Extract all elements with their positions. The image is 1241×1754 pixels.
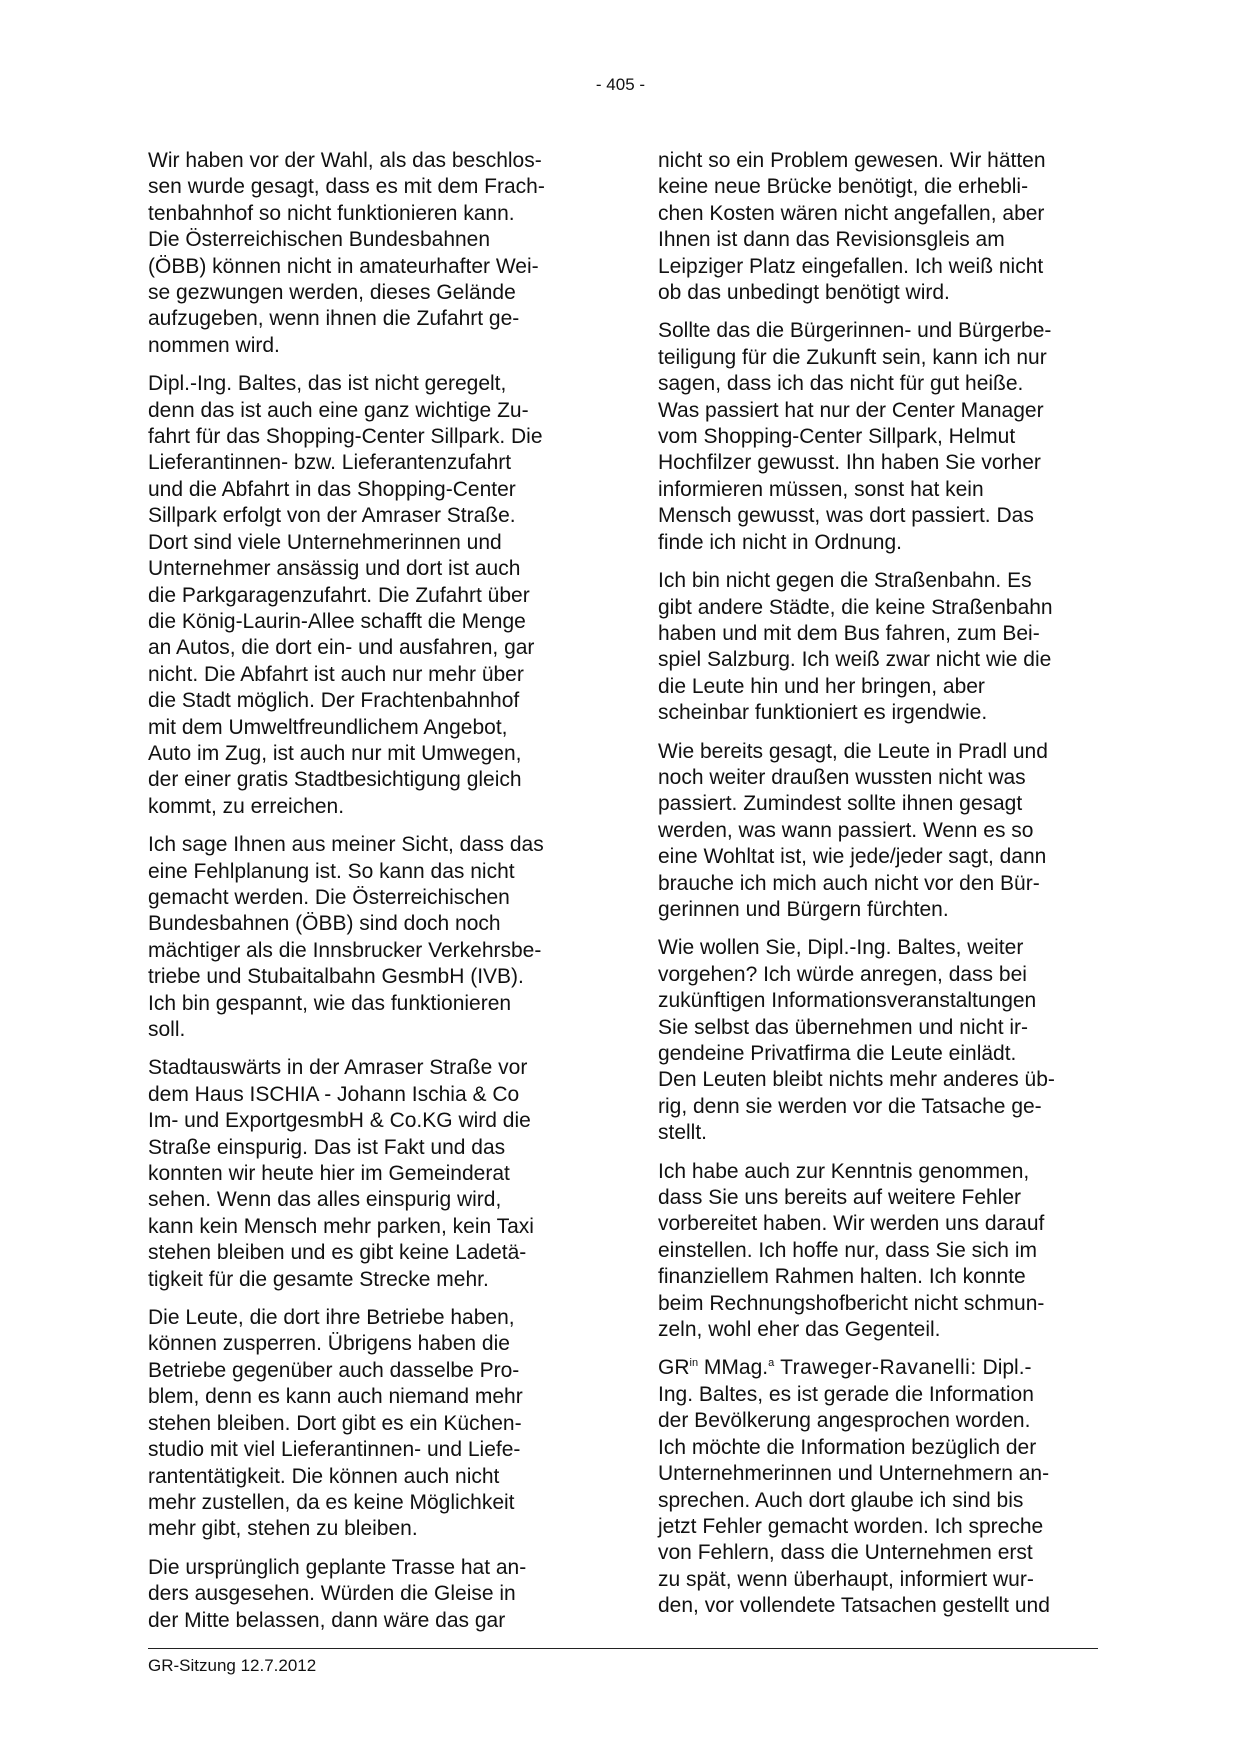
text-line: nicht. Die Abfahrt ist auch nur mehr über bbox=[148, 662, 524, 686]
text-line: fahrt für das Shopping-Center Sillpark. Die bbox=[148, 425, 543, 449]
text-line: Was passiert hat nur der Center Manager bbox=[658, 398, 1044, 422]
text-line: informieren müssen, sonst hat kein bbox=[658, 477, 984, 501]
paragraph bbox=[148, 148, 593, 359]
text-line: finanziellem Rahmen halten. Ich konnte bbox=[658, 1265, 1026, 1289]
text-line: vorbereitet haben. Wir werden uns darauf bbox=[658, 1212, 1045, 1236]
text-line: werden, was wann passiert. Wenn es so bbox=[658, 818, 1034, 842]
text-line: die Parkgaragenzufahrt. Die Zufahrt über bbox=[148, 583, 530, 607]
text-line: sagen, dass ich das nicht für gut heiße. bbox=[658, 372, 1024, 396]
text-line: Die Österreichischen Bundesbahnen bbox=[148, 228, 491, 252]
text-line: ob das unbedingt benötigt wird. bbox=[658, 281, 950, 305]
text-line: blem, denn es kann auch niemand mehr bbox=[148, 1385, 523, 1409]
text-line: stehen bleiben. Dort gibt es ein Küchen- bbox=[148, 1411, 522, 1435]
text-line: Ich bin gespannt, wie das funktionieren bbox=[148, 991, 512, 1015]
text-line: können zusperren. Übrigens haben die bbox=[148, 1332, 510, 1356]
text-line: haben und mit dem Bus fahren, zum Bei- bbox=[658, 621, 1040, 645]
text-line: sen wurde gesagt, dass es mit dem Frach- bbox=[148, 175, 545, 199]
text-line: Unternehmerinnen und Unternehmern an- bbox=[658, 1462, 1050, 1486]
text-line: kommt, zu erreichen. bbox=[148, 794, 345, 818]
text-line: den, vor vollendete Tatsachen gestellt und bbox=[658, 1594, 1050, 1618]
text-line: zeln, wohl eher das Gegenteil. bbox=[658, 1318, 941, 1342]
text-line: stellt. bbox=[658, 1121, 708, 1145]
text-line: Die ursprünglich geplante Trasse hat an- bbox=[148, 1555, 527, 1579]
text-line: sprechen. Auch dort glaube ich sind bis bbox=[658, 1488, 1024, 1512]
text-line: Ich möchte die Information bezüglich der bbox=[658, 1435, 1037, 1459]
text-line: brauche ich mich auch nicht vor den Bür- bbox=[658, 871, 1040, 895]
text-line: spiel Salzburg. Ich weiß zwar nicht wie die bbox=[658, 648, 1052, 672]
text-line: gerinnen und Bürgern fürchten. bbox=[658, 897, 949, 921]
text-line: Ihnen ist dann das Revisionsgleis am bbox=[658, 228, 1005, 252]
text-line: mächtiger als die Innsbrucker Verkehrsbe- bbox=[148, 938, 542, 962]
speaker-line bbox=[658, 1355, 1098, 1381]
paragraph bbox=[658, 935, 1098, 1146]
footer-divider bbox=[148, 1648, 1098, 1649]
paragraph bbox=[148, 1555, 593, 1634]
speaker-title: MMag. bbox=[703, 1356, 769, 1380]
text-line: der Mitte belassen, dann wäre das gar bbox=[148, 1608, 506, 1632]
text-line: noch weiter draußen wussten nicht was bbox=[658, 765, 1026, 789]
text-line: Den Leuten bleibt nichts mehr anderes üb- bbox=[658, 1068, 1055, 1092]
text-line: Ing. Baltes, es ist gerade die Information bbox=[658, 1382, 1034, 1406]
text-line: nommen wird. bbox=[148, 333, 280, 357]
text-line: Hochfilzer gewusst. Ihn haben Sie vorher bbox=[658, 451, 1041, 475]
text-line: kann kein Mensch mehr parken, kein Taxi bbox=[148, 1214, 534, 1238]
text-line: Unternehmer ansässig und dort ist auch bbox=[148, 557, 521, 581]
text-line: Wie wollen Sie, Dipl.-Ing. Baltes, weiter bbox=[658, 936, 1024, 960]
text-line: Stadtauswärts in der Amraser Straße vor bbox=[148, 1056, 528, 1080]
page-number: - 405 - bbox=[595, 75, 646, 94]
text-line: die König-Laurin-Allee schafft die Menge bbox=[148, 609, 526, 633]
paragraph bbox=[658, 148, 1098, 306]
text-line: teiligung für die Zukunft sein, kann ich nur bbox=[658, 345, 1047, 369]
text-line: scheinbar funktioniert es irgendwie. bbox=[658, 701, 988, 725]
text-line: tenbahnhof so nicht funktionieren kann. bbox=[148, 201, 515, 225]
paragraph bbox=[148, 1305, 593, 1543]
text-line: (ÖBB) können nicht in amateurhafter Wei- bbox=[148, 254, 539, 278]
text-line: denn das ist auch eine ganz wichtige Zu- bbox=[148, 398, 529, 422]
text-line: eine Fehlplanung ist. So kann das nicht bbox=[148, 859, 515, 883]
text-line: mit dem Umweltfreundlichem Angebot, bbox=[148, 715, 508, 739]
text-line: keine neue Brücke benötigt, die erhebli- bbox=[658, 175, 1029, 199]
text-line: gibt andere Städte, die keine Straßenbahn bbox=[658, 595, 1053, 619]
paragraph bbox=[658, 318, 1098, 556]
text-line: zu spät, wenn überhaupt, informiert wur- bbox=[658, 1567, 1034, 1591]
text-line: beim Rechnungshofbericht nicht schmun- bbox=[658, 1291, 1045, 1315]
text-line: Wir haben vor der Wahl, als das beschlos- bbox=[148, 149, 542, 172]
text-line: der Bevölkerung angesprochen worden. bbox=[658, 1409, 1031, 1433]
speaker-prefix: GR bbox=[658, 1356, 690, 1380]
text-line: die Leute hin und her bringen, aber bbox=[658, 674, 985, 698]
text-line: rantentätigkeit. Die können auch nicht bbox=[148, 1464, 500, 1488]
text-line: einstellen. Ich hoffe nur, dass Sie sich im bbox=[658, 1238, 1037, 1262]
text-line: Leipziger Platz eingefallen. Ich weiß nicht bbox=[658, 254, 1044, 278]
speaker-title-sup: a bbox=[768, 1357, 775, 1370]
text-line: die Stadt möglich. Der Frachtenbahnhof bbox=[148, 689, 520, 713]
text-line: von Fehlern, dass die Unternehmen erst bbox=[658, 1541, 1033, 1565]
text-line: Sie selbst das übernehmen und nicht ir- bbox=[658, 1015, 1029, 1039]
text-line: konnten wir heute hier im Gemeinderat bbox=[148, 1162, 510, 1186]
text-line: se gezwungen werden, dieses Gelände bbox=[148, 281, 516, 305]
text-line: Sillpark erfolgt von der Amraser Straße. bbox=[148, 504, 516, 528]
text-line: rig, denn sie werden vor die Tatsache ge- bbox=[658, 1094, 1042, 1118]
text-line: sehen. Wenn das alles einspurig wird, bbox=[148, 1188, 502, 1212]
text-line: triebe und Stubaitalbahn GesmbH (IVB). bbox=[148, 965, 524, 989]
text-line: und die Abfahrt in das Shopping-Center bbox=[148, 477, 516, 501]
text-line: Bundesbahnen (ÖBB) sind doch noch bbox=[148, 912, 501, 936]
text-line: der einer gratis Stadtbesichtigung gleich bbox=[148, 768, 522, 792]
text-line: Dipl.-Ing. Baltes, das ist nicht geregelt, bbox=[148, 372, 507, 396]
text-line: Die Leute, die dort ihre Betriebe haben, bbox=[148, 1306, 515, 1330]
text-line: Lieferantinnen- bzw. Lieferantenzufahrt bbox=[148, 451, 512, 475]
text-line: studio mit viel Lieferantinnen- und Liefe- bbox=[148, 1438, 521, 1462]
text-line: passiert. Zumindest sollte ihnen gesagt bbox=[658, 792, 1023, 816]
text-line: nicht so ein Problem gewesen. Wir hätten bbox=[658, 149, 1046, 172]
text-line: Sollte das die Bürgerinnen- und Bürgerbe- bbox=[658, 319, 1052, 343]
paragraph bbox=[658, 1159, 1098, 1344]
right-column bbox=[658, 148, 1098, 1632]
text-line: vorgehen? Ich würde anregen, dass bei bbox=[658, 962, 1027, 986]
text-line: Ich habe auch zur Kenntnis genommen, bbox=[658, 1159, 1030, 1183]
speaker-prefix-sup: in bbox=[689, 1357, 699, 1370]
text-line: zukünftigen Informationsveranstaltungen bbox=[658, 989, 1037, 1013]
text-line: vom Shopping-Center Sillpark, Helmut bbox=[658, 425, 1016, 449]
text-line: Straße einspurig. Das ist Fakt und das bbox=[148, 1135, 506, 1159]
paragraph bbox=[148, 371, 593, 820]
text-line: mehr zustellen, da es keine Möglichkeit bbox=[148, 1490, 515, 1514]
text-line: Ich bin nicht gegen die Straßenbahn. Es bbox=[658, 569, 1032, 593]
text-line: Ich sage Ihnen aus meiner Sicht, dass das bbox=[148, 833, 544, 857]
text-line: mehr gibt, stehen zu bleiben. bbox=[148, 1517, 418, 1541]
left-column bbox=[148, 148, 593, 1646]
speaker-line-rest: Dipl.- bbox=[982, 1356, 1032, 1380]
text-line: dass Sie uns bereits auf weitere Fehler bbox=[658, 1186, 1022, 1210]
speaker-name: Traweger-Ravanelli: bbox=[780, 1356, 977, 1380]
text-line: Mensch gewusst, was dort passiert. Das bbox=[658, 504, 1034, 528]
text-line: jetzt Fehler gemacht worden. Ich spreche bbox=[658, 1514, 1044, 1538]
text-line: ders ausgesehen. Würden die Gleise in bbox=[148, 1582, 516, 1606]
text-line: soll. bbox=[148, 1018, 186, 1041]
text-line: tigkeit für die gesamte Strecke mehr. bbox=[148, 1267, 489, 1291]
text-line: Im- und ExportgesmbH & Co.KG wird die bbox=[148, 1109, 531, 1133]
text-line: Betriebe gegenüber auch dasselbe Pro- bbox=[148, 1358, 520, 1382]
text-line: Auto im Zug, ist auch nur mit Umwegen, bbox=[148, 741, 522, 765]
text-line: eine Wohltat ist, wie jede/jeder sagt, dann bbox=[658, 845, 1047, 869]
text-line: an Autos, die dort ein- und ausfahren, gar bbox=[148, 636, 535, 660]
paragraph bbox=[148, 1055, 593, 1293]
text-line: gemacht werden. Die Österreichischen bbox=[148, 885, 510, 909]
paragraph bbox=[658, 739, 1098, 924]
paragraph bbox=[148, 832, 593, 1043]
text-line: stehen bleiben und es gibt keine Ladetä- bbox=[148, 1241, 527, 1265]
text-line: gendeine Privatfirma die Leute einlädt. bbox=[658, 1042, 1017, 1065]
text-line: dem Haus ISCHIA - Johann Ischia & Co bbox=[148, 1082, 520, 1106]
text-line: Dort sind viele Unternehmerinnen und bbox=[148, 530, 502, 554]
text-line: finde ich nicht in Ordnung. bbox=[658, 530, 902, 554]
paragraph bbox=[658, 568, 1098, 726]
speaker-paragraph bbox=[658, 1355, 1098, 1619]
footer-session: GR-Sitzung 12.7.2012 bbox=[148, 1656, 317, 1675]
text-line: aufzugeben, wenn ihnen die Zufahrt ge- bbox=[148, 307, 520, 331]
text-line: Wie bereits gesagt, die Leute in Pradl und bbox=[658, 739, 1048, 763]
text-line: chen Kosten wären nicht angefallen, aber bbox=[658, 201, 1045, 225]
